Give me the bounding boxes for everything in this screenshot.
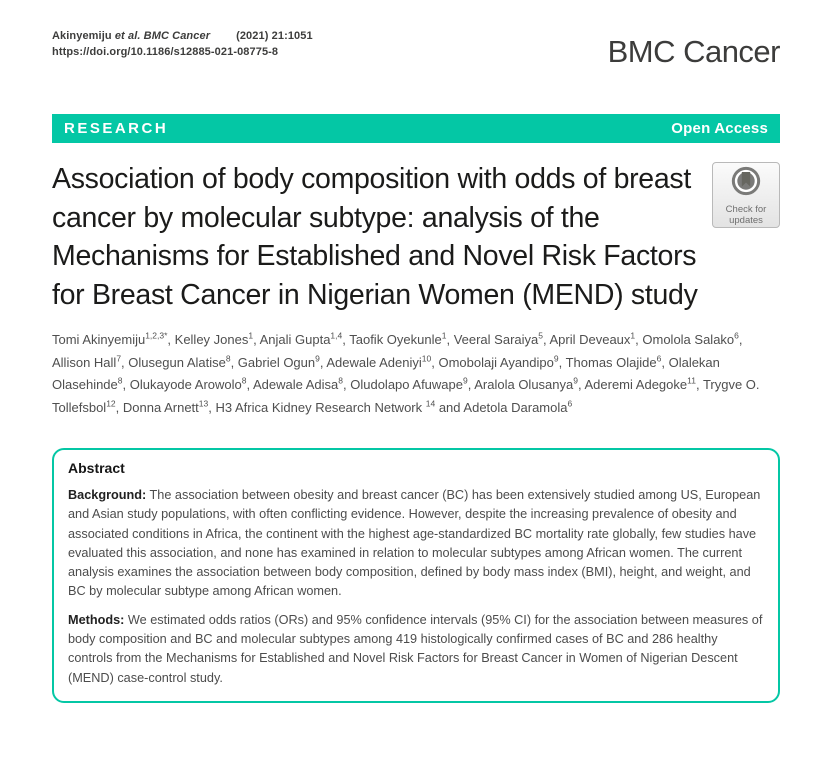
check-updates-line1: Check for bbox=[725, 204, 767, 215]
page-header bbox=[52, 28, 780, 70]
article-title: Association of body composition with odds of breast cancer by molecular subtype: analysis of the Mechanisms for Established and Novel Risk Factors for Breast Cancer in Nigerian Women (MEND) study bbox=[52, 163, 698, 311]
abstract-heading: Abstract bbox=[68, 460, 125, 476]
check-updates-label bbox=[726, 205, 767, 226]
citation-volume: (2021) 21:1051 bbox=[236, 30, 313, 42]
citation-block bbox=[52, 28, 313, 60]
doi-link[interactable]: https://doi.org/10.1186/s12885-021-08775-8 bbox=[52, 46, 279, 58]
citation-author: Akinyemiju bbox=[52, 30, 115, 42]
citation-line bbox=[52, 28, 313, 44]
crossmark-icon bbox=[729, 164, 763, 203]
author-list: Tomi Akinyemiju$^{1,2,3*}$, Kelley Jones$^1$, Anjali Gupta$^{1,4}$, Taofik Oyekunle$^1$, Veeral Saraiya$^5$, April Deveaux$^1$, Omolola Salako$^6$, Allison Hall$^7$, Olusegun Alatise$^8$, Gabriel Ogun$^9$, Adewale Adeniyi$^{10}$, Omobolaji Ayandipo$^9$, Thomas Olajide$^6$, Olalekan Olasehinde$^8$, Olukayode Arowolo$^8$, Adewale Adisa$^8$, Oludolapo Afuwape$^9$, Aralola Olusanya$^9$, Aderemi Adegoke$^{11}$, Trygve O. Tollefsbol$^{12}$, Donna Arnett$^{13}$, H3 Africa Kidney Research Network $^{14}$ and Adetola Daramola$^6$ bbox=[52, 330, 760, 415]
citation-source: et al. BMC Cancer bbox=[114, 30, 211, 42]
title-section bbox=[52, 160, 780, 314]
article-type-banner bbox=[52, 114, 780, 143]
abstract-box bbox=[52, 448, 780, 703]
check-updates-line2: updates bbox=[729, 214, 763, 226]
abstract-paragraph: Background: The association between obesity and breast cancer (BC) has been extensively studied among US, European and Asian study populations, with often conflicting evidence. However, despite the increasing prevalence of obesity and associated conditions in Africa, the continent with the highest age-standardized BC mortality rate globally, few studies have evaluated this association, and none has examined in relation to molecular subtypes among African women. The current analysis examines the association between body composition, defined by body mass index (BMI), height, and weight, and BC by molecular subtype among African women. bbox=[68, 488, 761, 599]
banner-open-access-label: Open Access bbox=[671, 120, 768, 137]
journal-logo: BMC Cancer bbox=[607, 34, 780, 69]
banner-research-label: RESEARCH bbox=[64, 120, 169, 137]
abstract-body bbox=[68, 486, 764, 688]
check-for-updates-badge[interactable] bbox=[712, 162, 780, 228]
abstract-paragraph: Methods: We estimated odds ratios (ORs) and 95% confidence intervals (95% CI) for the association between measures of body composition and BC and molecular subtypes among 419 histologically confirmed cases of BC and 286 healthy controls from the Mechanisms for Established and Novel Risk Factors for Breast Cancer in Women of Nigerian Descent (MEND) case-control study. bbox=[68, 612, 763, 685]
